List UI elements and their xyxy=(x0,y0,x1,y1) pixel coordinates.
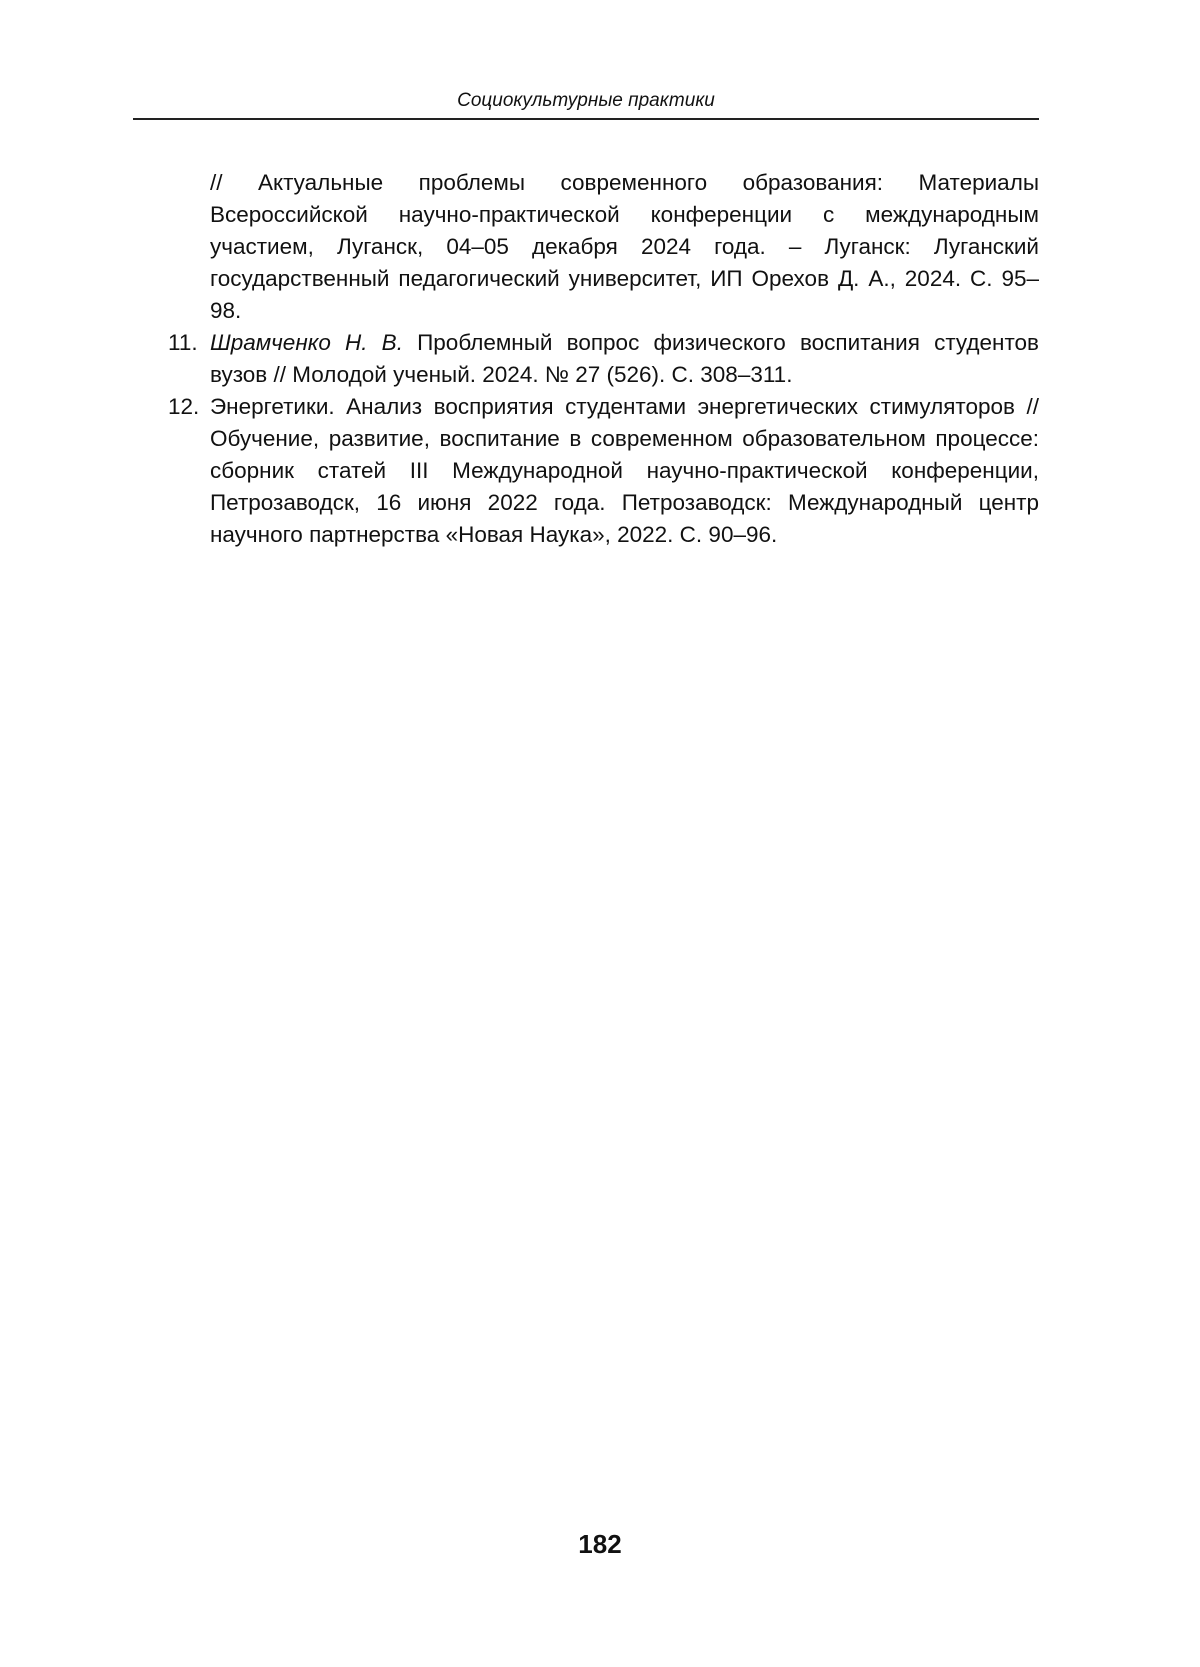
header-rule xyxy=(133,118,1039,120)
reference-item-12 xyxy=(168,391,1039,551)
reference-list xyxy=(0,167,1200,551)
reference-author: Шрамченко Н. В. xyxy=(210,330,403,355)
reference-number: 12. xyxy=(168,394,200,419)
reference-item-continued xyxy=(210,167,1039,327)
reference-text: Энергетики. Анализ восприятия студентами энергетических стимуляторов // Обучение, развитие, воспитание в современном образовательном процессе: сборник статей III Международной научно-практической конференции, Петрозаводск, 16 июня 2022 года. Петрозаводск: Международный центр научного партнерства «Новая Наука», 2022. С. 90–96. xyxy=(210,394,1039,547)
reference-text: Проблемный вопрос физического воспитания студентов вузов // Молодой ученый. 2024. № 27 (526). С. 308–311. xyxy=(210,330,1039,387)
reference-text: // Актуальные проблемы современного образования: Материалы Всероссийской научно-практической конференции с международным участием, Луганск, 04–05 декабря 2024 года. – Луганск: Луганский государственный педагогический университет, ИП Орехов Д. А., 2024. С. 95–98. xyxy=(210,170,1039,323)
page-number: 182 xyxy=(578,1529,622,1559)
reference-item-11 xyxy=(168,327,1039,391)
reference-number: 11. xyxy=(168,330,198,355)
running-header: Социокультурные практики xyxy=(457,90,715,111)
